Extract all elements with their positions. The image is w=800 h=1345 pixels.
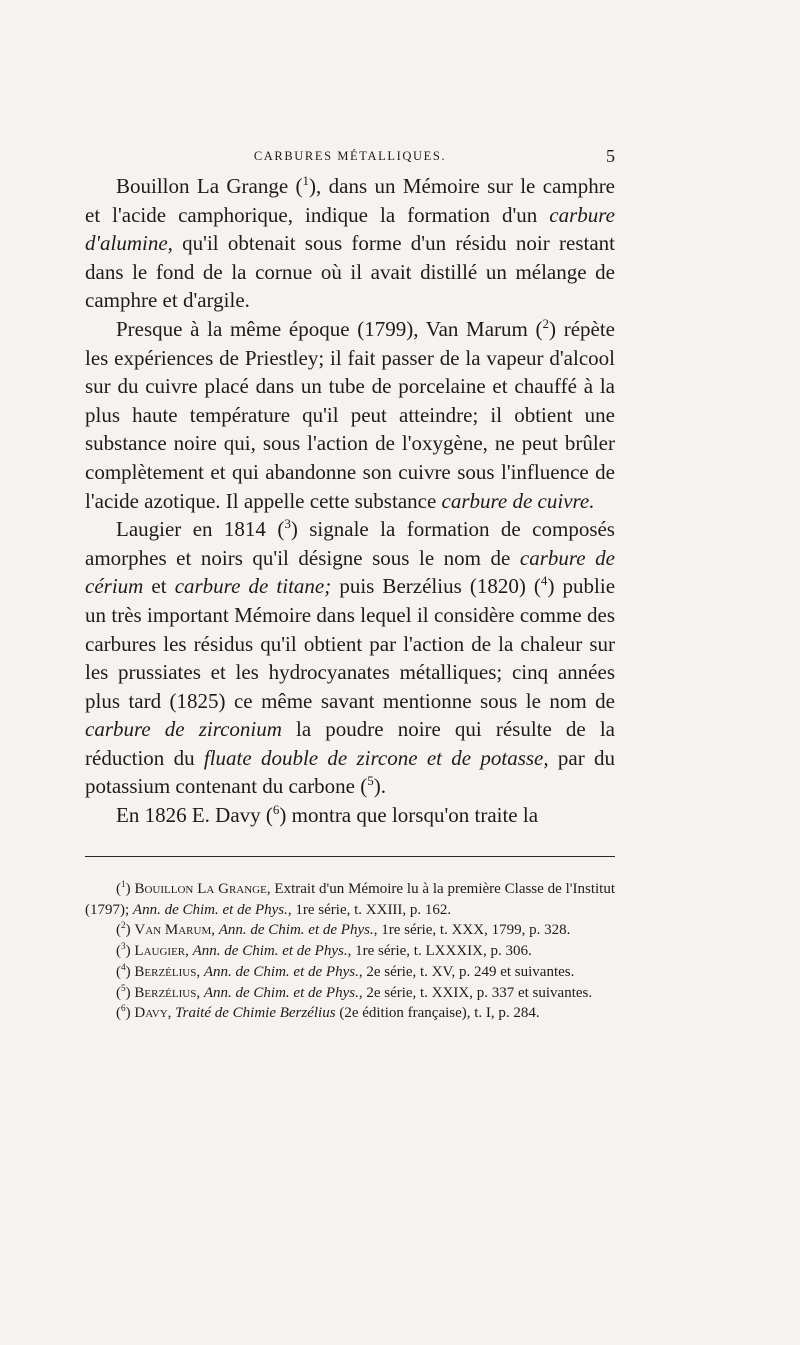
text-run: la poudre noire qui résulte de la réduction du <box>85 717 615 770</box>
text-run: et <box>143 574 175 599</box>
footnote-mark: 4 <box>121 962 126 973</box>
footnote-reference: 3 <box>284 516 291 532</box>
footnote: ($^1$) Bouillon La Grange, Extrait d'un Mémoire lu à la première Classe de l'Institut (1797); Ann. de Chim. et de Phys., 1re série, t. XXIII, p. 162. <box>85 880 615 918</box>
footnote: ($^4$) Berzélius, Ann. de Chim. et de Phys., 2e série, t. XV, p. 249 et suivantes. <box>116 962 575 980</box>
italic-term: carbure de cérium <box>85 545 615 599</box>
text-run: ) répète les expériences de Priestley; il fait passer de la vapeur d'alcool sur du cuivre placé dans un tube de porcelaine et chauffé à la plus haute température qu'il peut atteindre; il obtient une substance noire qui, sous l'action de l'oxygène, ne peut brûler complètement et qui abandonne son cuivre sous l'influence de l'acide azotique. Il appelle cette substance <box>85 316 615 513</box>
footnote-text: , <box>196 963 204 980</box>
text-run: par du potassium contenant du carbone ( <box>85 745 615 799</box>
footnote-reference: 2 <box>542 315 550 331</box>
text-run: ) signale la formation de composés amorphes et noirs qu'il désigne sous le nom de <box>85 517 615 570</box>
italic-term: carbure d'alumine, <box>85 202 615 256</box>
footnote-reference: 4 <box>540 573 548 589</box>
footnote-reference: 6 <box>272 802 280 818</box>
text-run: qu'il obtenait sous forme d'un résidu noir restant dans le fond de la cornue où il avait distillé un mélange de camphre et d'argile. <box>85 231 615 313</box>
page-header <box>85 146 615 168</box>
footnote-text: , <box>185 943 193 960</box>
text-run: Bouillon La Grange ( <box>116 174 303 198</box>
paragraph-laugier <box>85 515 615 801</box>
footnote-reference: 5 <box>367 773 374 789</box>
journal-title: Ann. de Chim. et de Phys. <box>192 943 348 960</box>
footnote-author: Bouillon La Grange <box>134 881 267 897</box>
journal-title: Traité de Chimie Berzélius <box>175 1005 336 1022</box>
italic-term: carbure de zirconium <box>85 717 282 742</box>
text-run: En 1826 E. Davy ( <box>116 803 273 828</box>
footnote-text: (2e édition française), t. I, p. 284. <box>335 1005 540 1022</box>
paragraph-van-marum <box>85 315 615 515</box>
footnote-divider <box>85 856 615 857</box>
italic-term: carbure de cuivre. <box>441 488 595 513</box>
footnote-text: , <box>196 984 204 1001</box>
footnote-mark: 3 <box>121 942 126 953</box>
footnote-text: , 2e série, t. XV, p. 249 et suivantes. <box>358 963 575 980</box>
main-text <box>85 172 615 830</box>
text-run: Presque à la même époque (1799), Van Marum ( <box>116 316 543 341</box>
footnote-mark: 2 <box>121 921 126 932</box>
text-run: ) montra que lorsqu'on traite la <box>279 803 539 828</box>
footnote-mark: 5 <box>121 983 126 994</box>
footnote-mark: 6 <box>121 1004 126 1015</box>
paragraph-bouillon <box>85 172 615 315</box>
text-run: ), dans un Mémoire sur le camphre et l'acide camphorique, indique la formation d'un <box>85 174 616 227</box>
footnote: ($^5$) Berzélius, Ann. de Chim. et de Phys., 2e série, t. XXIX, p. 337 et suivantes. <box>116 983 593 1001</box>
footnote-text: , <box>211 922 219 939</box>
journal-title: Ann. de Chim. et de Phys. <box>203 984 359 1001</box>
journal-title: Ann. de Chim. et de Phys. <box>132 901 288 918</box>
footnote: ($^2$) Van Marum, Ann. de Chim. et de Phys., 1re série, t. XXX, 1799, p. 328. <box>116 921 571 939</box>
footnote-author: Berzélius <box>134 984 197 1001</box>
text-run: Laugier en 1814 ( <box>116 517 285 542</box>
footnote-text: , 1re série, t. XXIII, p. 162. <box>287 901 452 918</box>
footnote: ($^6$) Davy, Traité de Chimie Berzélius (2e édition française), t. I, p. 284. <box>116 1004 540 1022</box>
paragraph-davy <box>85 801 615 830</box>
text-run: puis Berzélius (1820) ( <box>331 574 541 599</box>
footnote-text: , Extrait d'un Mémoire lu à la première Classe de l'Institut (1797); <box>85 881 615 918</box>
footnote-author: Davy <box>134 1005 168 1022</box>
journal-title: Ann. de Chim. et de Phys. <box>203 963 359 980</box>
journal-title: Ann. de Chim. et de Phys. <box>218 922 374 939</box>
text-run: ). <box>373 774 387 799</box>
footnote-author: Laugier <box>134 943 186 960</box>
footnote-text: , 2e série, t. XXIX, p. 337 et suivantes. <box>358 984 593 1001</box>
footnote-text: , 1re série, t. LXXXIX, p. 306. <box>347 943 532 960</box>
footnote-text: , 1re série, t. XXX, 1799, p. 328. <box>373 922 571 939</box>
footnote-author: Berzélius <box>134 963 197 980</box>
footnote-mark: 1 <box>121 880 126 890</box>
page-number: 5 <box>606 146 615 166</box>
footnote-text: , <box>167 1005 176 1022</box>
text-run: ) publie un très important Mémoire dans lequel il considère comme des carbures les résidus qu'il obtient par l'action de la chaleur sur les prussiates et les hydrocyanates métalliques; cinq années plus tard (1825) ce même savant mentionne sous le nom de <box>85 574 616 713</box>
footnote: ($^3$) Laugier, Ann. de Chim. et de Phys., 1re série, t. LXXXIX, p. 306. <box>116 942 532 960</box>
running-head: CARBURES MÉTALLIQUES. <box>253 149 447 163</box>
footnote-reference: 1 <box>302 173 310 188</box>
footnotes <box>85 879 615 1024</box>
footnote-author: Van Marum <box>134 922 212 939</box>
italic-term: fluate double de zircone et de potasse, <box>203 745 549 770</box>
italic-term: carbure de titane; <box>174 574 332 599</box>
